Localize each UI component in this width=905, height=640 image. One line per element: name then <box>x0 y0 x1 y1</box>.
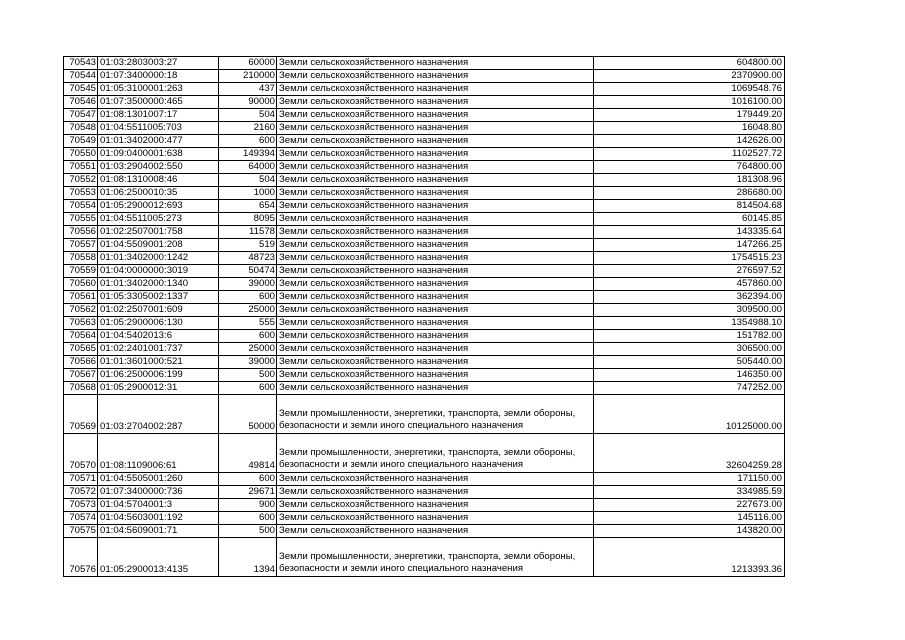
cadastral-number-cell: 01:05:3100001:263 <box>98 83 219 96</box>
area-cell: 600 <box>219 330 277 343</box>
land-category-cell: Земли сельскохозяйственного назначения <box>277 161 594 174</box>
cadastral-value-cell: 142626.00 <box>594 135 785 148</box>
row-number-cell: 70552 <box>64 174 98 187</box>
table-row <box>64 70 785 83</box>
cadastral-number-cell: 01:04:5511005:703 <box>98 122 219 135</box>
area-cell: 25000 <box>219 304 277 317</box>
cadastral-number-cell: 01:08:1310008:46 <box>98 174 219 187</box>
cadastral-number-cell: 01:04:5402013:6 <box>98 330 219 343</box>
row-number-cell: 70554 <box>64 200 98 213</box>
cadastral-number-cell: 01:01:3601000:521 <box>98 356 219 369</box>
row-number-cell: 70562 <box>64 304 98 317</box>
cadastral-number-cell: 01:08:1109006:61 <box>98 434 219 473</box>
cadastral-value-cell: 306500.00 <box>594 343 785 356</box>
row-number-cell: 70551 <box>64 161 98 174</box>
table-row <box>64 265 785 278</box>
area-cell: 600 <box>219 473 277 486</box>
row-number-cell: 70564 <box>64 330 98 343</box>
land-category-cell: Земли сельскохозяйственного назначения <box>277 239 594 252</box>
area-cell: 555 <box>219 317 277 330</box>
cadastral-number-cell: 01:06:2500006:199 <box>98 369 219 382</box>
cadastral-value-cell: 276597.52 <box>594 265 785 278</box>
table-row <box>64 538 785 577</box>
cadastral-value-cell: 171150.00 <box>594 473 785 486</box>
cadastral-value-cell: 1354988.10 <box>594 317 785 330</box>
area-cell: 39000 <box>219 356 277 369</box>
cadastral-value-cell: 16048.80 <box>594 122 785 135</box>
cadastral-number-cell: 01:09:0400001:638 <box>98 148 219 161</box>
area-cell: 90000 <box>219 96 277 109</box>
row-number-cell: 70544 <box>64 70 98 83</box>
area-cell: 11578 <box>219 226 277 239</box>
row-number-cell: 70558 <box>64 252 98 265</box>
area-cell: 900 <box>219 499 277 512</box>
row-number-cell: 70572 <box>64 486 98 499</box>
row-number-cell: 70548 <box>64 122 98 135</box>
row-number-cell: 70553 <box>64 187 98 200</box>
table-row <box>64 252 785 265</box>
land-parcels-table <box>63 56 785 577</box>
area-cell: 25000 <box>219 343 277 356</box>
area-cell: 519 <box>219 239 277 252</box>
land-category-cell: Земли сельскохозяйственного назначения <box>277 265 594 278</box>
table-row <box>64 109 785 122</box>
cadastral-value-cell: 2370900.00 <box>594 70 785 83</box>
cadastral-value-cell: 60145.85 <box>594 213 785 226</box>
land-category-cell: Земли промышленности, энергетики, транспорта, земли обороны, безопасности и земли иного специального назначения <box>277 538 594 577</box>
area-cell: 60000 <box>219 57 277 70</box>
cadastral-number-cell: 01:05:2900006:130 <box>98 317 219 330</box>
cadastral-value-cell: 147266.25 <box>594 239 785 252</box>
cadastral-number-cell: 01:03:2904002:550 <box>98 161 219 174</box>
land-category-cell: Земли сельскохозяйственного назначения <box>277 70 594 83</box>
table-body <box>64 57 785 577</box>
row-number-cell: 70547 <box>64 109 98 122</box>
table-row <box>64 499 785 512</box>
cadastral-value-cell: 143335.64 <box>594 226 785 239</box>
cadastral-value-cell: 1016100.00 <box>594 96 785 109</box>
land-category-cell: Земли сельскохозяйственного назначения <box>277 200 594 213</box>
table-row <box>64 213 785 226</box>
land-category-cell: Земли сельскохозяйственного назначения <box>277 109 594 122</box>
area-cell: 437 <box>219 83 277 96</box>
table-row <box>64 122 785 135</box>
table-row <box>64 174 785 187</box>
cadastral-value-cell: 309500.00 <box>594 304 785 317</box>
land-category-cell: Земли сельскохозяйственного назначения <box>277 473 594 486</box>
cadastral-value-cell: 457860.00 <box>594 278 785 291</box>
row-number-cell: 70556 <box>64 226 98 239</box>
cadastral-number-cell: 01:03:2803003:27 <box>98 57 219 70</box>
table-row <box>64 473 785 486</box>
cadastral-value-cell: 814504.68 <box>594 200 785 213</box>
area-cell: 654 <box>219 200 277 213</box>
row-number-cell: 70555 <box>64 213 98 226</box>
land-category-cell: Земли сельскохозяйственного назначения <box>277 135 594 148</box>
row-number-cell: 70571 <box>64 473 98 486</box>
row-number-cell: 70563 <box>64 317 98 330</box>
table-row <box>64 330 785 343</box>
table-row <box>64 57 785 70</box>
area-cell: 2160 <box>219 122 277 135</box>
table-row <box>64 356 785 369</box>
cadastral-value-cell: 181308.96 <box>594 174 785 187</box>
cadastral-number-cell: 01:04:5704001:3 <box>98 499 219 512</box>
land-category-cell: Земли сельскохозяйственного назначения <box>277 278 594 291</box>
land-category-cell: Земли сельскохозяйственного назначения <box>277 382 594 395</box>
land-category-cell: Земли сельскохозяйственного назначения <box>277 512 594 525</box>
cadastral-value-cell: 1754515.23 <box>594 252 785 265</box>
area-cell: 500 <box>219 525 277 538</box>
table-row <box>64 395 785 434</box>
area-cell: 500 <box>219 369 277 382</box>
land-category-cell: Земли сельскохозяйственного назначения <box>277 343 594 356</box>
table-row <box>64 187 785 200</box>
area-cell: 600 <box>219 135 277 148</box>
table-row <box>64 239 785 252</box>
land-category-cell: Земли сельскохозяйственного назначения <box>277 317 594 330</box>
cadastral-value-cell: 1069548.76 <box>594 83 785 96</box>
cadastral-value-cell: 227673.00 <box>594 499 785 512</box>
row-number-cell: 70566 <box>64 356 98 369</box>
cadastral-value-cell: 764800.00 <box>594 161 785 174</box>
row-number-cell: 70576 <box>64 538 98 577</box>
table-row <box>64 343 785 356</box>
row-number-cell: 70560 <box>64 278 98 291</box>
row-number-cell: 70573 <box>64 499 98 512</box>
area-cell: 49814 <box>219 434 277 473</box>
cadastral-value-cell: 143820.00 <box>594 525 785 538</box>
cadastral-number-cell: 01:01:3402000:477 <box>98 135 219 148</box>
table-row <box>64 369 785 382</box>
cadastral-value-cell: 145116.00 <box>594 512 785 525</box>
cadastral-number-cell: 01:04:5609001:71 <box>98 525 219 538</box>
land-category-cell: Земли сельскохозяйственного назначения <box>277 187 594 200</box>
cadastral-number-cell: 01:05:2900013:4135 <box>98 538 219 577</box>
cadastral-value-cell: 362394.00 <box>594 291 785 304</box>
row-number-cell: 70545 <box>64 83 98 96</box>
cadastral-value-cell: 1213393.36 <box>594 538 785 577</box>
area-cell: 39000 <box>219 278 277 291</box>
land-category-cell: Земли сельскохозяйственного назначения <box>277 57 594 70</box>
cadastral-number-cell: 01:04:5509001:208 <box>98 239 219 252</box>
area-cell: 50000 <box>219 395 277 434</box>
cadastral-number-cell: 01:02:2401001:737 <box>98 343 219 356</box>
cadastral-value-cell: 179449.20 <box>594 109 785 122</box>
cadastral-number-cell: 01:04:5505001:260 <box>98 473 219 486</box>
land-category-cell: Земли сельскохозяйственного назначения <box>277 291 594 304</box>
land-category-cell: Земли промышленности, энергетики, транспорта, земли обороны, безопасности и земли иного специального назначения <box>277 434 594 473</box>
land-category-cell: Земли сельскохозяйственного назначения <box>277 356 594 369</box>
table-row <box>64 525 785 538</box>
area-cell: 600 <box>219 291 277 304</box>
table-row <box>64 226 785 239</box>
area-cell: 29671 <box>219 486 277 499</box>
cadastral-number-cell: 01:05:2900012:693 <box>98 200 219 213</box>
land-category-cell: Земли сельскохозяйственного назначения <box>277 174 594 187</box>
table-row <box>64 135 785 148</box>
cadastral-value-cell: 151782.00 <box>594 330 785 343</box>
area-cell: 600 <box>219 512 277 525</box>
cadastral-value-cell: 32604259.28 <box>594 434 785 473</box>
land-category-cell: Земли сельскохозяйственного назначения <box>277 499 594 512</box>
cadastral-value-cell: 334985.59 <box>594 486 785 499</box>
land-category-cell: Земли сельскохозяйственного назначения <box>277 369 594 382</box>
cadastral-number-cell: 01:02:2507001:758 <box>98 226 219 239</box>
area-cell: 48723 <box>219 252 277 265</box>
land-category-cell: Земли сельскохозяйственного назначения <box>277 525 594 538</box>
cadastral-number-cell: 01:04:0000000:3019 <box>98 265 219 278</box>
cadastral-number-cell: 01:07:3500000:465 <box>98 96 219 109</box>
land-category-cell: Земли сельскохозяйственного назначения <box>277 83 594 96</box>
cadastral-number-cell: 01:04:5603001:192 <box>98 512 219 525</box>
area-cell: 1000 <box>219 187 277 200</box>
row-number-cell: 70543 <box>64 57 98 70</box>
cadastral-number-cell: 01:01:3402000:1242 <box>98 252 219 265</box>
area-cell: 50474 <box>219 265 277 278</box>
land-category-cell: Земли сельскохозяйственного назначения <box>277 252 594 265</box>
row-number-cell: 70565 <box>64 343 98 356</box>
area-cell: 504 <box>219 109 277 122</box>
cadastral-value-cell: 747252.00 <box>594 382 785 395</box>
table-row <box>64 278 785 291</box>
area-cell: 8095 <box>219 213 277 226</box>
row-number-cell: 70570 <box>64 434 98 473</box>
row-number-cell: 70549 <box>64 135 98 148</box>
row-number-cell: 70561 <box>64 291 98 304</box>
land-category-cell: Земли сельскохозяйственного назначения <box>277 122 594 135</box>
cadastral-value-cell: 505440.00 <box>594 356 785 369</box>
row-number-cell: 70550 <box>64 148 98 161</box>
table-row <box>64 434 785 473</box>
cadastral-number-cell: 01:07:3400000:736 <box>98 486 219 499</box>
cadastral-value-cell: 10125000.00 <box>594 395 785 434</box>
area-cell: 1394 <box>219 538 277 577</box>
row-number-cell: 70575 <box>64 525 98 538</box>
row-number-cell: 70568 <box>64 382 98 395</box>
cadastral-number-cell: 01:03:2704002:287 <box>98 395 219 434</box>
area-cell: 210000 <box>219 70 277 83</box>
area-cell: 149394 <box>219 148 277 161</box>
row-number-cell: 70559 <box>64 265 98 278</box>
cadastral-value-cell: 604800.00 <box>594 57 785 70</box>
row-number-cell: 70557 <box>64 239 98 252</box>
cadastral-number-cell: 01:06:2500010:35 <box>98 187 219 200</box>
land-category-cell: Земли сельскохозяйственного назначения <box>277 226 594 239</box>
table-row <box>64 161 785 174</box>
table-row <box>64 200 785 213</box>
area-cell: 504 <box>219 174 277 187</box>
cadastral-number-cell: 01:05:3305002:1337 <box>98 291 219 304</box>
land-category-cell: Земли промышленности, энергетики, транспорта, земли обороны, безопасности и земли иного специального назначения <box>277 395 594 434</box>
table-row <box>64 512 785 525</box>
row-number-cell: 70546 <box>64 96 98 109</box>
cadastral-number-cell: 01:07:3400000:18 <box>98 70 219 83</box>
cadastral-number-cell: 01:04:5511005:273 <box>98 213 219 226</box>
land-category-cell: Земли сельскохозяйственного назначения <box>277 304 594 317</box>
table-row <box>64 382 785 395</box>
row-number-cell: 70569 <box>64 395 98 434</box>
table-row <box>64 486 785 499</box>
table-row <box>64 291 785 304</box>
table-row <box>64 83 785 96</box>
cadastral-value-cell: 286680.00 <box>594 187 785 200</box>
table-row <box>64 304 785 317</box>
area-cell: 600 <box>219 382 277 395</box>
cadastral-value-cell: 146350.00 <box>594 369 785 382</box>
area-cell: 64000 <box>219 161 277 174</box>
table-row <box>64 317 785 330</box>
row-number-cell: 70574 <box>64 512 98 525</box>
table-row <box>64 148 785 161</box>
cadastral-number-cell: 01:05:2900012:31 <box>98 382 219 395</box>
cadastral-number-cell: 01:02:2507001:609 <box>98 304 219 317</box>
cadastral-number-cell: 01:08:1301007:17 <box>98 109 219 122</box>
land-category-cell: Земли сельскохозяйственного назначения <box>277 148 594 161</box>
land-category-cell: Земли сельскохозяйственного назначения <box>277 330 594 343</box>
land-category-cell: Земли сельскохозяйственного назначения <box>277 96 594 109</box>
row-number-cell: 70567 <box>64 369 98 382</box>
table-row <box>64 96 785 109</box>
cadastral-number-cell: 01:01:3402000:1340 <box>98 278 219 291</box>
land-category-cell: Земли сельскохозяйственного назначения <box>277 213 594 226</box>
land-category-cell: Земли сельскохозяйственного назначения <box>277 486 594 499</box>
cadastral-value-cell: 1102527.72 <box>594 148 785 161</box>
